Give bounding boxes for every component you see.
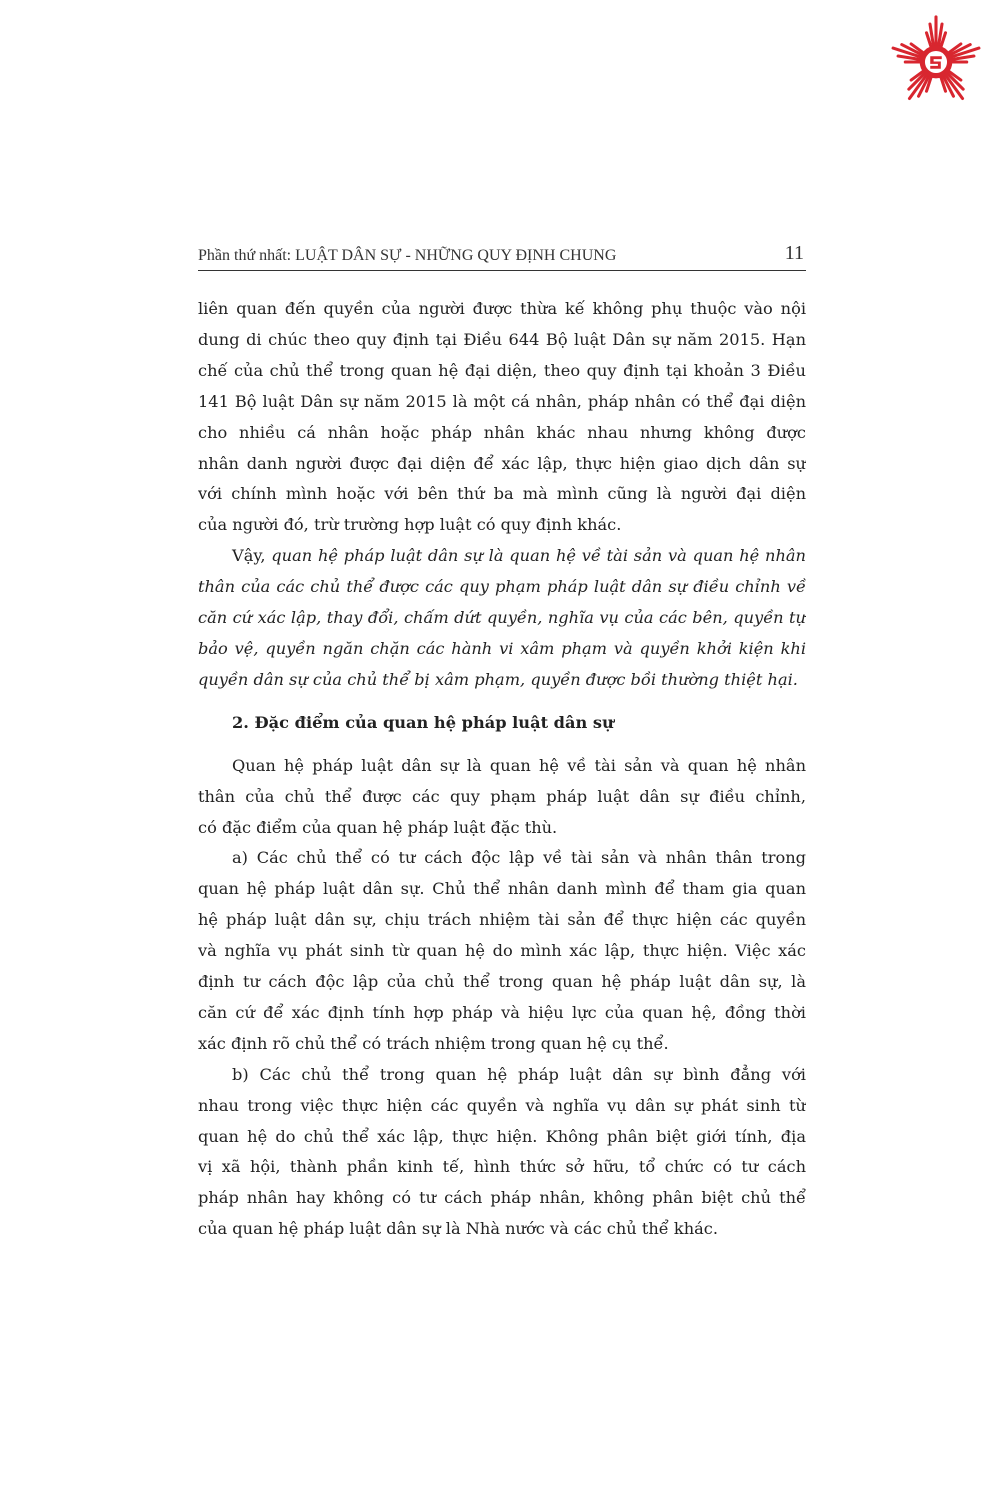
text-line: pháp nhân hay không có tư cách pháp nhân, không phân biệt chủ thể	[198, 1188, 806, 1208]
text-line: vị xã hội, thành phần kinh tế, hình thức sở hữu, tổ chức có tư cách	[198, 1157, 806, 1177]
text-line: hệ pháp luật dân sự, chịu trách nhiệm tài sản để thực hiện các quyền	[198, 910, 806, 930]
text-line: dung di chúc theo quy định tại Điều 644 Bộ luật Dân sự năm 2015. Hạn	[198, 329, 806, 349]
text-line: cho nhiều cá nhân hoặc pháp nhân khác nhau nhưng không được	[198, 422, 806, 442]
definition-lead: Vậy,	[232, 546, 272, 566]
text-line: căn cứ xác lập, thay đổi, chấm dứt quyền, nghĩa vụ của các bên, quyền tự	[198, 608, 806, 628]
text-line: xác định rõ chủ thể có trách nhiệm trong quan hệ cụ thể.	[198, 1033, 669, 1053]
text-line: bảo vệ, quyền ngăn chặn các hành vi xâm phạm và quyền khởi kiện khi	[198, 638, 806, 658]
text-line: thân của các chủ thể được các quy phạm pháp luật dân sự điều chỉnh về	[198, 577, 806, 597]
body-text	[198, 294, 806, 1245]
text-line: nhau trong việc thực hiện các quyền và nghĩa vụ dân sự phát sinh từ	[198, 1095, 806, 1115]
text-line	[198, 541, 806, 572]
definition-text: quan hệ pháp luật dân sự là quan hệ về tài sản và quan hệ nhân	[271, 546, 806, 566]
text-line: của quan hệ pháp luật dân sự là Nhà nước và các chủ thể khác.	[198, 1219, 718, 1239]
text-line: b) Các chủ thể trong quan hệ pháp luật dân sự bình đẳng với	[232, 1064, 806, 1084]
text-line: quyền dân sự của chủ thể bị xâm phạm, quyền được bồi thường thiệt hại.	[198, 669, 798, 689]
publisher-star-logo-icon	[888, 14, 984, 110]
text-line: định tư cách độc lập của chủ thể trong quan hệ pháp luật dân sự, là	[198, 972, 806, 992]
paragraph-5	[198, 1060, 806, 1245]
text-line: quan hệ pháp luật dân sự. Chủ thể nhân danh mình để tham gia quan	[198, 879, 806, 899]
paragraph-definition	[198, 541, 806, 696]
paragraph-3	[198, 751, 806, 844]
text-line: a) Các chủ thể có tư cách độc lập về tài sản và nhân thân trong	[232, 848, 806, 868]
paragraph-1	[198, 294, 806, 541]
text-line: nhân danh người được đại diện để xác lập, thực hiện giao dịch dân sự	[198, 453, 806, 473]
text-line: Quan hệ pháp luật dân sự là quan hệ về tài sản và quan hệ nhân	[232, 755, 806, 775]
text-line: có đặc điểm của quan hệ pháp luật đặc thù.	[198, 817, 558, 837]
text-line: liên quan đến quyền của người được thừa kế không phụ thuộc vào nội	[198, 299, 806, 318]
text-line: với chính mình hoặc với bên thứ ba mà mình cũng là người đại diện	[198, 484, 806, 504]
text-line: chế của chủ thể trong quan hệ đại diện, theo quy định tại khoản 3 Điều	[198, 360, 806, 380]
paragraph-4	[198, 843, 806, 1059]
text-line: và nghĩa vụ phát sinh từ quan hệ do mình xác lập, thực hiện. Việc xác	[198, 941, 806, 961]
running-header	[198, 240, 806, 271]
text-line: 141 Bộ luật Dân sự năm 2015 là một cá nhân, pháp nhân có thể đại diện	[198, 391, 806, 411]
header-title: Phần thứ nhất: LUẬT DÂN SỰ - NHỮNG QUY ĐỊNH CHUNG	[198, 247, 617, 264]
text-line: của người đó, trừ trường hợp luật có quy định khác.	[198, 515, 622, 535]
page-number: 11	[784, 242, 804, 264]
text-line: thân của chủ thể được các quy phạm pháp luật dân sự điều chỉnh,	[198, 786, 806, 806]
text-line: quan hệ do chủ thể xác lập, thực hiện. Không phân biệt giới tính, địa	[198, 1126, 806, 1146]
text-line: căn cứ để xác định tính hợp pháp và hiệu lực của quan hệ, đồng thời	[198, 1002, 806, 1022]
section-heading: 2. Đặc điểm của quan hệ pháp luật dân sự	[232, 712, 614, 732]
